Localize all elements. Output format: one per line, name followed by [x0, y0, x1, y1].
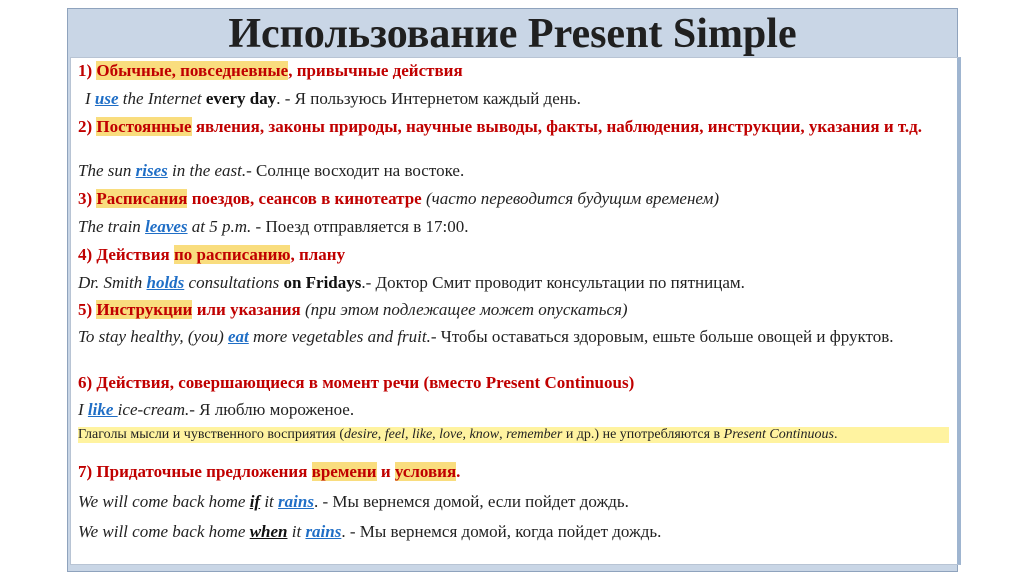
note-text: , — [404, 427, 412, 442]
example-verb: rains — [278, 492, 314, 511]
highlighted-term: условия — [394, 462, 457, 481]
highlighted-term: Инструкции — [96, 300, 193, 319]
example-verb: rises — [135, 161, 168, 180]
rule-3 — [78, 190, 949, 208]
content-panel — [70, 57, 961, 565]
rule-5 — [78, 301, 949, 319]
rule-2 — [78, 118, 949, 136]
note-verb: love — [439, 427, 463, 442]
example-text: in the east. — [167, 161, 247, 180]
note-box — [78, 427, 949, 443]
example-text: The sun — [78, 161, 136, 180]
example-text: it — [264, 492, 279, 511]
example-text: the Internet — [118, 89, 206, 108]
example-text: consultations — [184, 273, 284, 292]
note-text: и др.) не употребляются в — [562, 427, 724, 442]
highlighted-term: Обычные, повседневные — [96, 61, 289, 80]
rule-text: 4) Действия — [78, 245, 174, 264]
example-text: We will come back home — [78, 492, 250, 511]
translation: - Мы вернемся домой, когда пойдет дождь. — [345, 522, 662, 541]
rule-6 — [78, 374, 949, 392]
rule-text: поездов, сеансов в кинотеатре — [187, 189, 426, 208]
translation: - Солнце восходит на востоке. — [246, 161, 465, 180]
example-text: The train — [78, 217, 146, 236]
note-verb: feel — [384, 427, 405, 442]
example-text: at 5 p.m. — [187, 217, 252, 236]
note-tense: Present Continuous — [723, 427, 834, 442]
example-text: ice-cream. — [117, 400, 190, 419]
rule-note: (часто переводится будущим временем) — [425, 189, 720, 208]
rule-number: 5) — [78, 300, 97, 319]
rule-text: 7) Придаточные предложения — [78, 462, 312, 481]
note-text: Глаголы мысли и чувственного восприятия ( — [78, 427, 345, 442]
note-verb: know — [469, 427, 500, 442]
translation: . - Я пользуюсь Интернетом каждый день. — [276, 89, 581, 108]
note-verb: desire — [344, 427, 378, 442]
rule-note: (при этом подлежащее может опускаться) — [305, 300, 628, 319]
example-5 — [78, 328, 949, 346]
conjunction: when — [249, 522, 288, 541]
translation: - Я люблю мороженое. — [189, 400, 355, 419]
conjunction: if — [249, 492, 261, 511]
example-verb: holds — [146, 273, 185, 292]
rule-text: или указания — [192, 300, 306, 319]
rule-text: явления, законы природы, научные выводы, факты, наблюдения, инструкции, указания и т.д. — [191, 117, 923, 136]
example-text: Dr. Smith — [78, 273, 147, 292]
translation: .- Доктор Смит проводит консультации по пятницам. — [361, 273, 745, 292]
example-text: . — [313, 492, 319, 511]
example-verb: rains — [305, 522, 342, 541]
rule-text: , плану — [290, 245, 346, 264]
note-text: . — [833, 427, 838, 442]
note-text: , — [462, 427, 470, 442]
example-1 — [85, 90, 949, 108]
example-text: We will come back home — [78, 522, 250, 541]
time-marker: on Fridays — [283, 273, 362, 292]
highlighted-term: по расписанию — [173, 245, 291, 264]
translation: - Чтобы оставаться здоровым, ешьте больше овощей и фруктов. — [430, 327, 894, 346]
example-text: I — [85, 89, 95, 108]
rule-text: . — [456, 462, 461, 481]
note-text: , — [432, 427, 440, 442]
example-4 — [78, 274, 949, 292]
example-7a — [78, 493, 949, 511]
slide-title: Использование Present Simple — [228, 11, 797, 57]
example-2 — [78, 162, 949, 180]
translation: - Поезд отправляется в 17:00. — [251, 217, 469, 236]
highlighted-term: Постоянные — [96, 117, 192, 136]
rule-text: , привычные действия — [288, 61, 463, 80]
example-verb: leaves — [145, 217, 188, 236]
example-text: it — [291, 522, 306, 541]
rule-number: 2) — [78, 117, 97, 136]
rule-text: и — [376, 462, 395, 481]
example-verb: like — [87, 400, 118, 419]
example-3 — [78, 218, 949, 236]
note-verb: like — [411, 427, 433, 442]
example-text: To stay healthy, (you) — [78, 327, 228, 346]
note-verb: remember — [506, 427, 563, 442]
highlighted-term: времени — [311, 462, 377, 481]
tense-name: Present Continuous — [485, 373, 629, 392]
rule-4 — [78, 246, 949, 264]
example-text: . — [341, 522, 346, 541]
rule-text: ) — [628, 373, 635, 392]
note-text: , — [377, 427, 385, 442]
example-6 — [78, 401, 949, 419]
example-text: more vegetables and fruit. — [248, 327, 431, 346]
example-7b — [78, 523, 949, 541]
rule-text: 6) Действия, совершающиеся в момент речи (вместо — [78, 373, 486, 392]
example-verb: eat — [228, 327, 249, 346]
note-text: , — [499, 427, 507, 442]
rule-number: 1) — [78, 61, 93, 80]
rule-7 — [78, 463, 949, 481]
rule-number: 3) — [78, 189, 97, 208]
example-verb: use — [94, 89, 119, 108]
example-text: I — [78, 400, 88, 419]
rule-1 — [78, 62, 949, 80]
translation: - Мы вернемся домой, если пойдет дождь. — [318, 492, 629, 511]
highlighted-term: Расписания — [96, 189, 188, 208]
time-marker: every day — [205, 89, 277, 108]
